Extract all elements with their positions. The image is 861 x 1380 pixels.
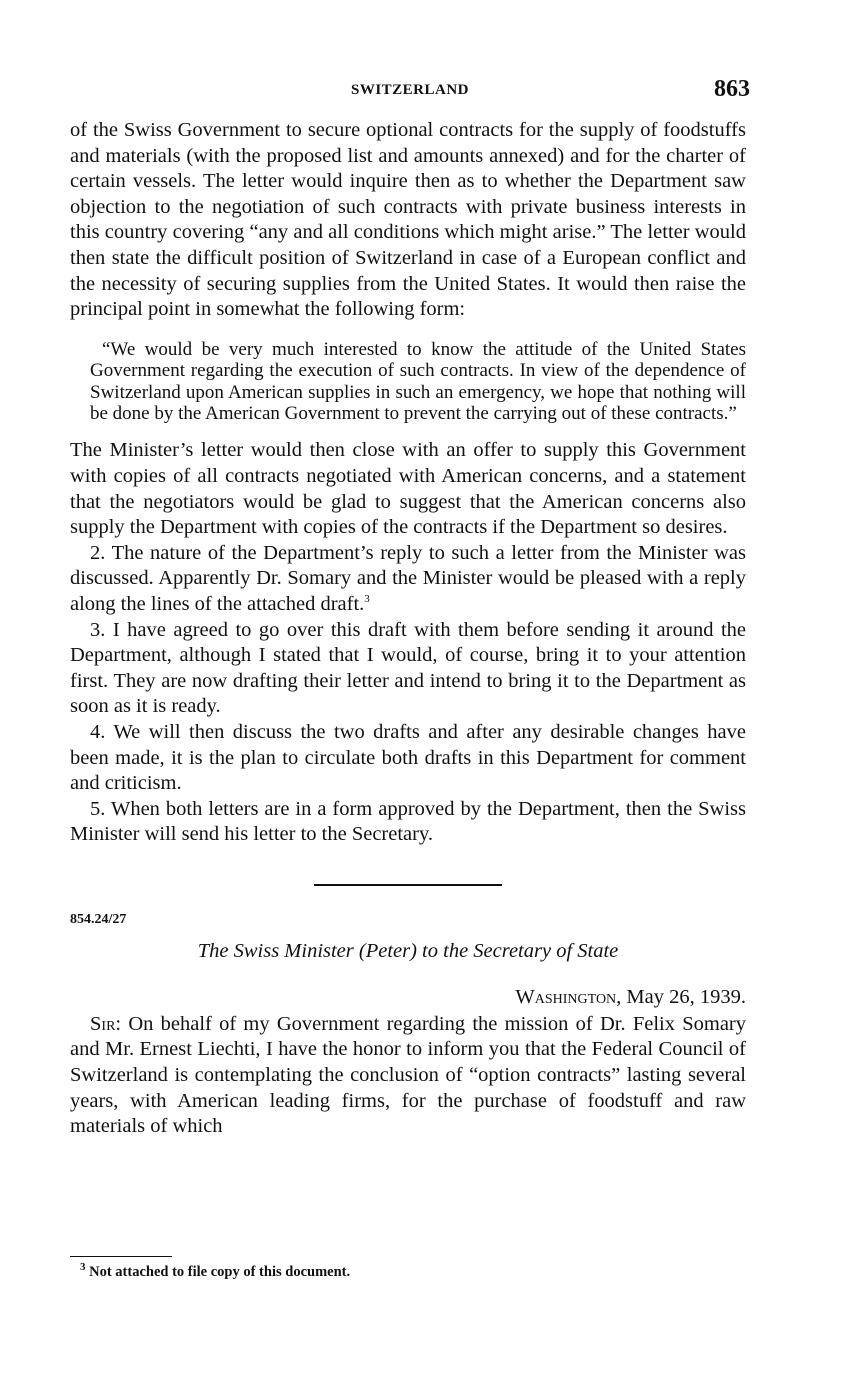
paragraph-continuation: of the Swiss Government to secure optional contracts for the supply of foodstuffs and materials (with the proposed list and amounts annexed) and for the charter of certain vessels. The letter would inquire then as to whether the Department saw objection to the negotiation of such contracts with private business interests in this country covering “any and all conditions which might arise.” The letter would then state the difficult position of Switzerland in case of a European conflict and the necessity of securing supplies from the United States. It would then raise the principal point in somewhat the following form:	[70, 119, 746, 321]
numbered-item-2-text: 2. The nature of the Department’s reply to such a letter from the Minister was discussed. Apparently Dr. Somary and the Minister would be pleased with a reply along the lines of the attached draft.	[70, 541, 746, 615]
footnote	[80, 1261, 351, 1281]
dateline-place: Washington,	[515, 985, 622, 1008]
numbered-item-3: 3. I have agreed to go over this draft with them before sending it around the Department, although I stated that I would, of course, bring it to your attention first. They are now drafting their letter and intend to bring it to the Department as soon as it is ready.	[70, 618, 746, 718]
document-title: The Swiss Minister (Peter) to the Secretary of State	[197, 939, 619, 962]
salutation: Sir:	[90, 1012, 122, 1035]
dateline	[70, 984, 746, 1010]
file-number: 854.24/27	[70, 911, 127, 927]
footnote-rule	[70, 1256, 172, 1257]
page-header	[70, 76, 750, 106]
numbered-item-5: 5. When both letters are in a form approved by the Department, then the Swiss Minister will send his letter to the Secretary.	[70, 797, 746, 846]
block-quote	[90, 339, 746, 425]
page-number: 863	[714, 76, 750, 102]
numbered-item-2	[70, 541, 746, 618]
dateline-date: May 26, 1939.	[621, 985, 746, 1008]
footnote-marker: 3	[80, 1261, 86, 1274]
letter-text: On behalf of my Government regarding the mission of Dr. Felix Somary and Mr. Ernest Liechti, I have the honor to inform you that the Federal Council of Switzerland is contemplating the conclusion of “option contracts” lasting several years, with American leading firms, for the purchase of foodstuff and raw materials of which	[70, 1012, 746, 1138]
page-body	[70, 118, 746, 1140]
numbered-item-4: 4. We will then discuss the two drafts and after any desirable changes have been made, it is the plan to circulate both drafts in this Department for comment and criticism.	[70, 720, 746, 795]
paragraph-minister-letter: The Minister’s letter would then close with an offer to supply this Government with copies of all contracts negotiated with American concerns, and a statement that the negotiators would be glad to suggest that the American concerns also supply the Department with copies of the contracts if the Department so desires.	[70, 439, 746, 539]
footnote-reference: 3	[364, 593, 370, 606]
letter-body	[70, 1012, 746, 1140]
footnote-text: Not attached to file copy of this document.	[85, 1264, 351, 1280]
section-divider	[314, 884, 502, 886]
running-head: SWITZERLAND	[350, 82, 470, 98]
quote-text: “We would be very much interested to know the attitude of the United States Government regarding the execution of such contracts. In view of the dependence of Switzerland upon American supplies in such an emergency, we hope that nothing will be done by the American Government to prevent the carrying out of these contracts.”	[90, 338, 746, 424]
